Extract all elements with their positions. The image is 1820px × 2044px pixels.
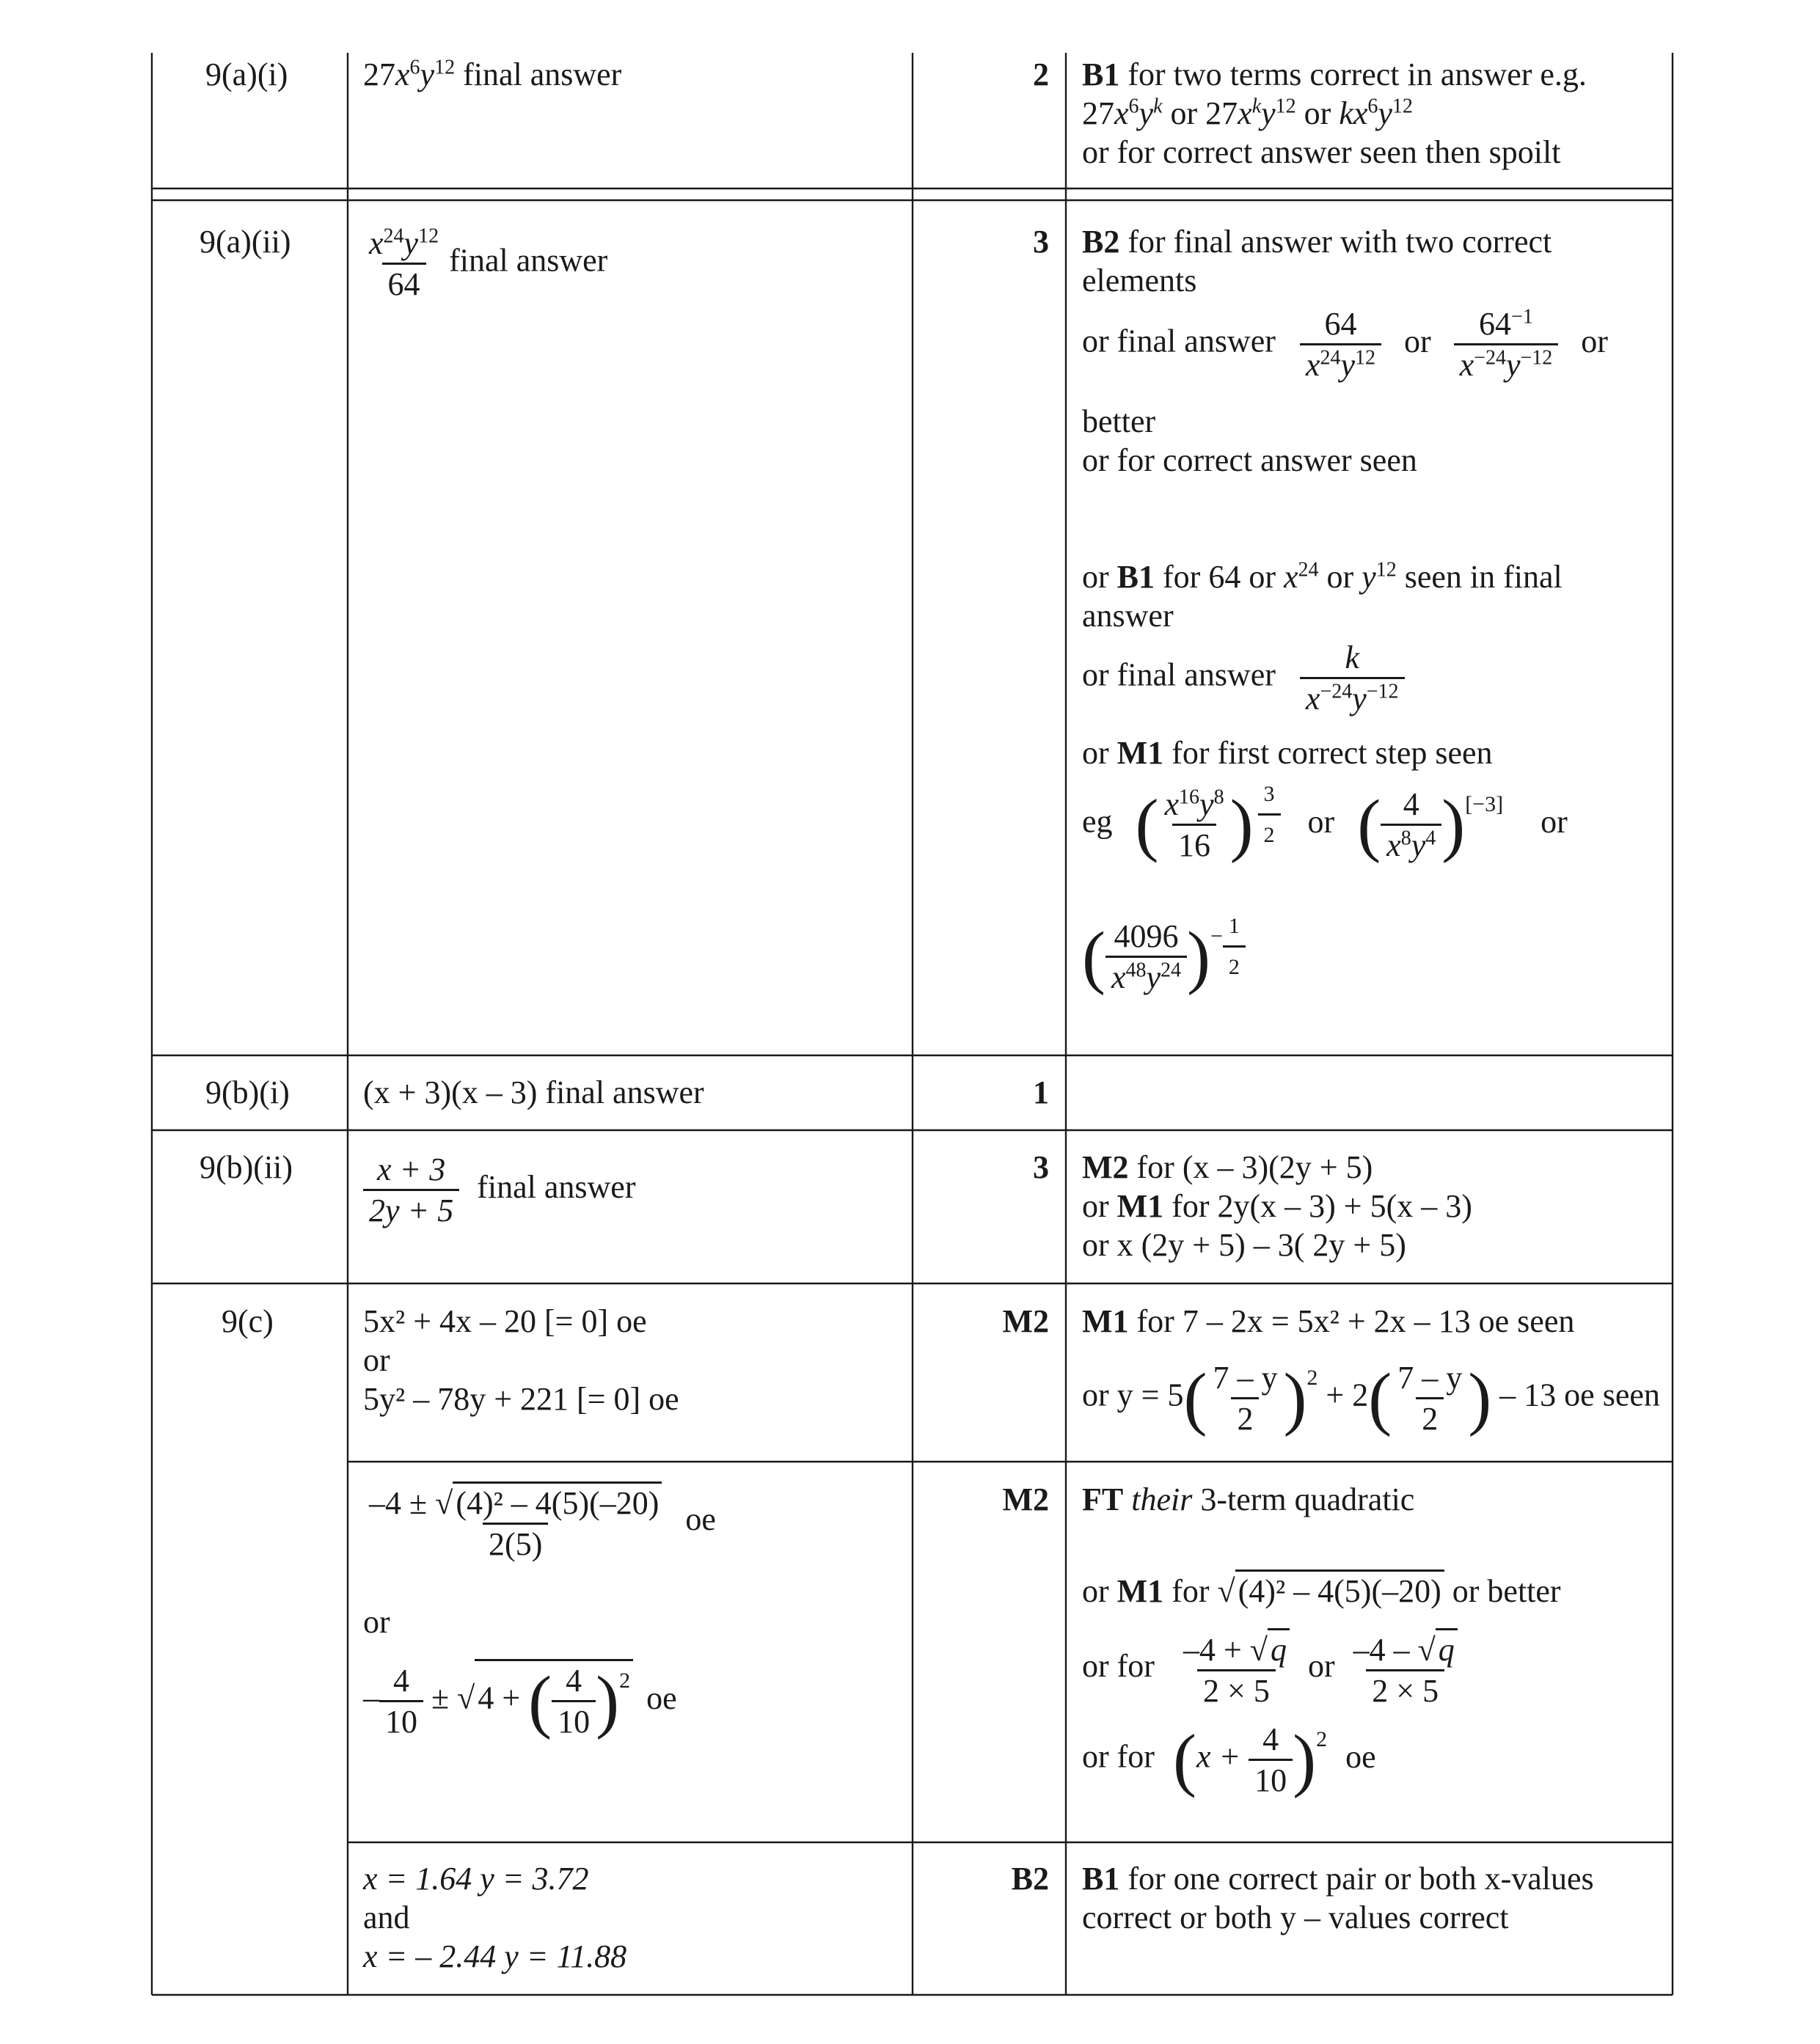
- guidance-text: or M1 for √(4)² – 4(5)(–20) or better: [1082, 1569, 1561, 1611]
- guidance-text: better or for correct answer seen: [1082, 403, 1417, 478]
- mark-value: 3: [1033, 1149, 1049, 1185]
- guidance-text: or B1 for 64 or $x^{24}$ or $y^{12}$ seen in final answer: [1082, 558, 1563, 634]
- guidance-fraction-line: or for (x + $\frac{4}{10}$ )$^2$ oe: [1082, 1720, 1376, 1799]
- answer-formula: – $\frac{4}{10}$ ± √4 + ( $\frac{4}{10}$ )$^2$ oe: [363, 1659, 677, 1741]
- part-label: 9(a)(ii): [200, 224, 291, 260]
- guidance-fraction-line: or for $\frac{-4 + √q}{2 \times 5}$ or $\frac{-4 - √q}{2 \times 5}$: [1082, 1628, 1468, 1710]
- guidance-cell: B2 for final answer with two correct elements: [1082, 224, 1552, 298]
- part-label: 9(b)(i): [205, 1074, 290, 1110]
- guidance-cell: M1 for 7 – 2x = 5x² + 2x – 13 oe seen: [1082, 1303, 1575, 1339]
- mark-value: 1: [1033, 1074, 1049, 1110]
- part-label: 9(a)(i): [205, 56, 288, 92]
- guidance-text: or M1 for first correct step seen: [1082, 735, 1493, 771]
- guidance-cell: B1 for two terms correct in answer e.g. $27x^6y^k$ or $27x^ky^{12}$ or $kx^6y^{12}$ or for correct answer seen then spoilt: [1082, 56, 1587, 170]
- mark-value: M2: [1002, 1303, 1049, 1339]
- answer-cell: $27x^6y^{12}$ final answer: [363, 56, 622, 92]
- part-label: 9(c): [222, 1303, 274, 1339]
- answer-formula: $\frac{\text{–4 ± √(4)² – 4(5)(–20)}}{2(5)}$ oe: [363, 1481, 716, 1564]
- answer-cell: x = 1.64 y = 3.72 and x = – 2.44 y = 11.88: [363, 1861, 627, 1974]
- mark-value: B2: [1011, 1861, 1049, 1897]
- answer-text: or: [363, 1604, 390, 1640]
- mark-value: 3: [1033, 224, 1049, 260]
- guidance-cell: B1 for one correct pair or both x-values correct or both y – values correct: [1082, 1861, 1594, 1935]
- guidance-fraction-line: or final answer $\frac{64}{x^{24}y^{12}}$ or $\frac{64^{-1}}{x^{-24}y^{-12}}$ or: [1082, 305, 1608, 383]
- guidance-cell: M2 for (x – 3)(2y + 5) or M1 for 2y(x – 3) + 5(x – 3) or x (2y + 5) – 3( 2y + 5): [1082, 1149, 1472, 1263]
- guidance-example-line: eg ( $\frac{x^{16}y^8}{16}$ ) $\frac{3}{2}$ or ( $\frac{4}{x^8y^4}$ )[−3] or: [1082, 782, 1568, 864]
- guidance-example-line: ( $\frac{4096}{x^{48}y^{24}}$ )− $\frac{1}{2}$: [1082, 917, 1246, 997]
- mark-value: 2: [1033, 56, 1049, 92]
- part-label: 9(b)(ii): [200, 1149, 293, 1185]
- mark-value: M2: [1002, 1481, 1049, 1517]
- answer-cell: $\frac{x + 3}{2y + 5}$ final answer: [363, 1150, 635, 1230]
- guidance-cell: FT their 3-term quadratic: [1082, 1481, 1415, 1517]
- answer-cell: (x + 3)(x – 3) final answer: [363, 1074, 704, 1110]
- guidance-fraction-line: or final answer $\frac{k}{x^{-24}y^{-12}}$: [1082, 638, 1409, 718]
- guidance-fraction-line: or y = 5( $\frac{7 - y}{2}$ )$^2$ + 2( $\frac{7 - y}{2}$ ) – 13 oe seen: [1082, 1358, 1660, 1437]
- answer-cell: 5x² + 4x – 20 [= 0] oe or 5y² – 78y + 221 [= 0] oe: [363, 1303, 679, 1417]
- answer-cell: $\frac{x^{24}y^{12}}{64}$ final answer: [369, 224, 608, 302]
